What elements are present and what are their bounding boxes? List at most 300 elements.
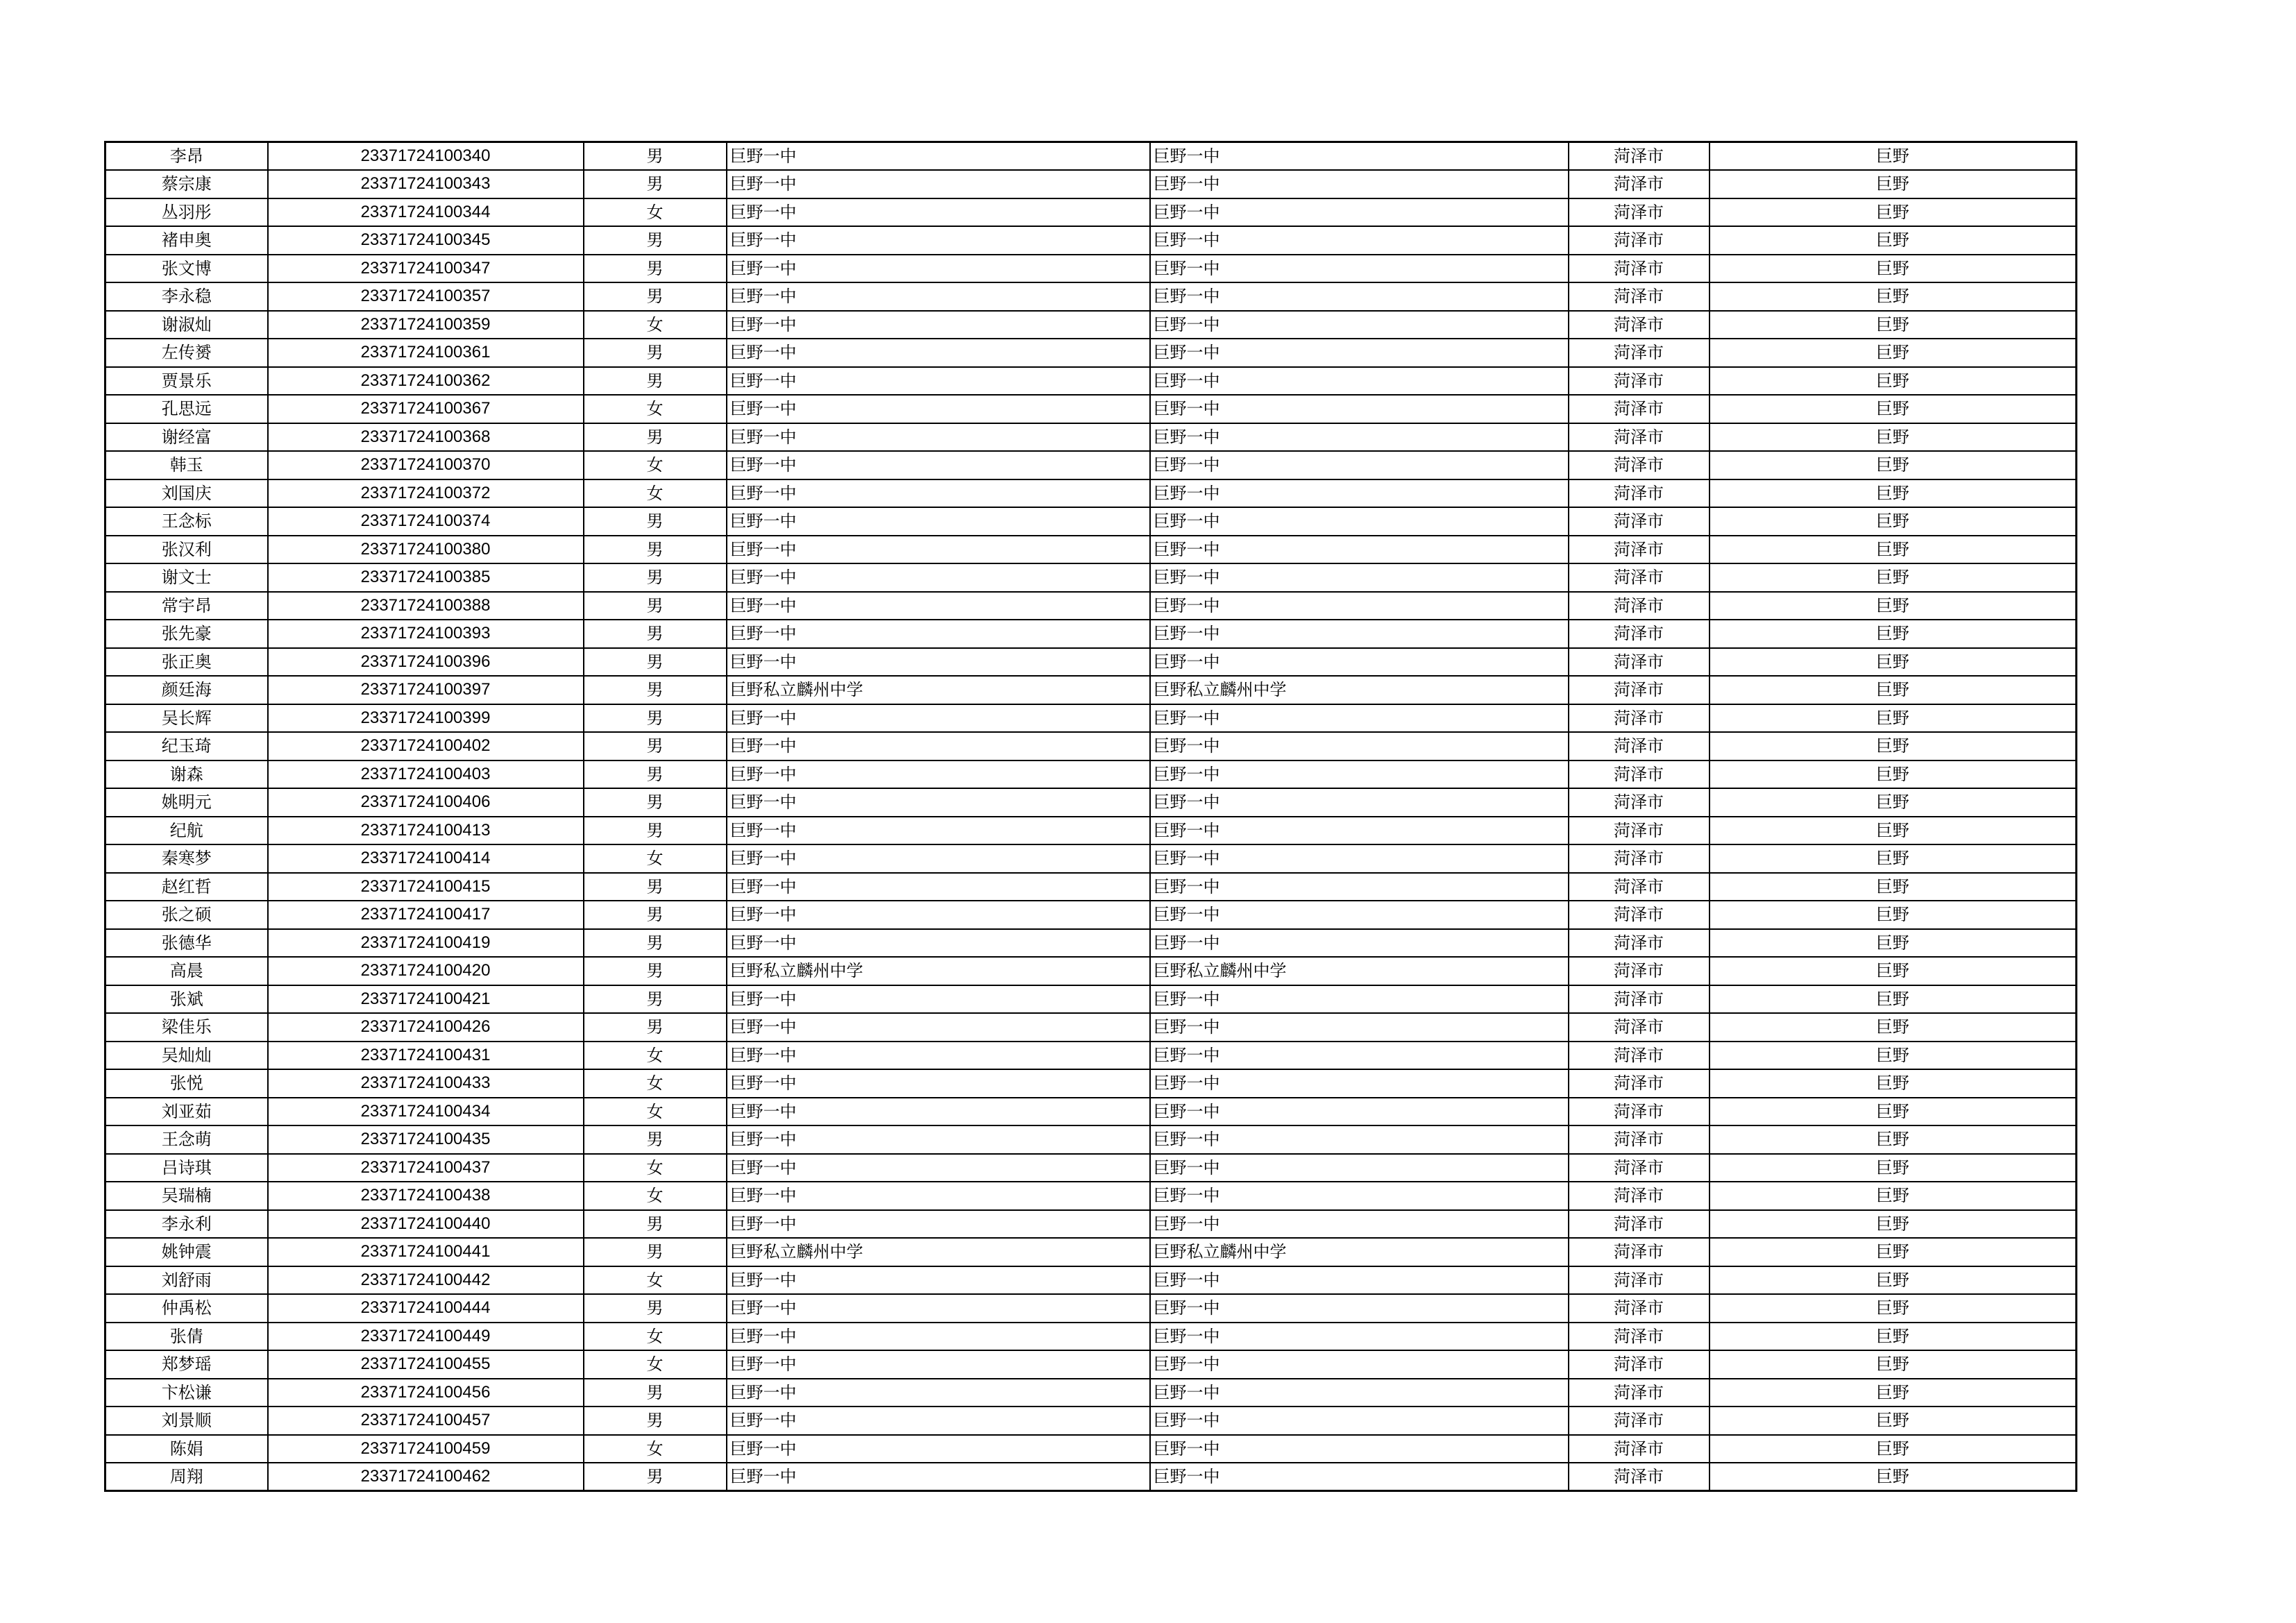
exam-id-cell: 23371724100438 xyxy=(268,1182,584,1210)
county-cell: 巨野 xyxy=(1710,479,2077,508)
school-secondary-cell: 巨野一中 xyxy=(1150,1407,1569,1435)
city-cell: 菏泽市 xyxy=(1569,339,1710,367)
school-secondary-cell: 巨野一中 xyxy=(1150,255,1569,283)
gender-cell: 男 xyxy=(584,760,727,789)
city-cell: 菏泽市 xyxy=(1569,592,1710,620)
school-cell: 巨野一中 xyxy=(727,732,1150,760)
city-cell: 菏泽市 xyxy=(1569,536,1710,564)
school-secondary-cell: 巨野一中 xyxy=(1150,1435,1569,1463)
county-cell: 巨野 xyxy=(1710,1294,2077,1323)
gender-cell: 女 xyxy=(584,198,727,227)
school-cell: 巨野一中 xyxy=(727,1435,1150,1463)
student-name-cell: 颜廷海 xyxy=(105,676,268,704)
gender-cell: 女 xyxy=(584,451,727,479)
gender-cell: 男 xyxy=(584,929,727,958)
county-cell: 巨野 xyxy=(1710,311,2077,339)
school-secondary-cell: 巨野一中 xyxy=(1150,1154,1569,1182)
student-name-cell: 张汉利 xyxy=(105,536,268,564)
county-cell: 巨野 xyxy=(1710,395,2077,423)
table-row xyxy=(105,311,2077,339)
table-row xyxy=(105,563,2077,592)
county-cell: 巨野 xyxy=(1710,198,2077,227)
school-cell: 巨野一中 xyxy=(727,788,1150,817)
school-secondary-cell: 巨野一中 xyxy=(1150,479,1569,508)
county-cell: 巨野 xyxy=(1710,1069,2077,1098)
exam-id-cell: 23371724100431 xyxy=(268,1042,584,1070)
student-name-cell: 李永利 xyxy=(105,1210,268,1239)
exam-id-cell: 23371724100457 xyxy=(268,1407,584,1435)
school-cell: 巨野一中 xyxy=(727,592,1150,620)
student-name-cell: 褚申奥 xyxy=(105,226,268,255)
table-row xyxy=(105,142,2077,171)
school-secondary-cell: 巨野一中 xyxy=(1150,732,1569,760)
school-secondary-cell: 巨野一中 xyxy=(1150,592,1569,620)
city-cell: 菏泽市 xyxy=(1569,1238,1710,1266)
school-cell: 巨野一中 xyxy=(727,507,1150,536)
student-name-cell: 蔡宗康 xyxy=(105,170,268,198)
exam-id-cell: 23371724100340 xyxy=(268,142,584,171)
student-name-cell: 左传赟 xyxy=(105,339,268,367)
school-secondary-cell: 巨野一中 xyxy=(1150,620,1569,648)
school-secondary-cell: 巨野一中 xyxy=(1150,1069,1569,1098)
gender-cell: 男 xyxy=(584,901,727,929)
school-cell: 巨野一中 xyxy=(727,423,1150,452)
student-name-cell: 张正奥 xyxy=(105,648,268,677)
table-row xyxy=(105,367,2077,396)
city-cell: 菏泽市 xyxy=(1569,255,1710,283)
city-cell: 菏泽市 xyxy=(1569,648,1710,677)
school-cell: 巨野一中 xyxy=(727,479,1150,508)
school-cell: 巨野私立麟州中学 xyxy=(727,676,1150,704)
table-row xyxy=(105,1323,2077,1351)
school-cell: 巨野一中 xyxy=(727,367,1150,396)
city-cell: 菏泽市 xyxy=(1569,1069,1710,1098)
student-name-cell: 丛羽彤 xyxy=(105,198,268,227)
school-cell: 巨野一中 xyxy=(727,901,1150,929)
exam-id-cell: 23371724100396 xyxy=(268,648,584,677)
student-name-cell: 卞松谦 xyxy=(105,1379,268,1407)
table-row xyxy=(105,788,2077,817)
school-cell: 巨野一中 xyxy=(727,1407,1150,1435)
exam-id-cell: 23371724100372 xyxy=(268,479,584,508)
gender-cell: 男 xyxy=(584,563,727,592)
city-cell: 菏泽市 xyxy=(1569,704,1710,733)
city-cell: 菏泽市 xyxy=(1569,732,1710,760)
roster-body xyxy=(105,142,2077,1491)
student-name-cell: 李永稳 xyxy=(105,282,268,311)
county-cell: 巨野 xyxy=(1710,1125,2077,1154)
city-cell: 菏泽市 xyxy=(1569,226,1710,255)
student-name-cell: 姚钟震 xyxy=(105,1238,268,1266)
exam-id-cell: 23371724100344 xyxy=(268,198,584,227)
city-cell: 菏泽市 xyxy=(1569,1350,1710,1379)
exam-id-cell: 23371724100434 xyxy=(268,1098,584,1126)
school-cell: 巨野一中 xyxy=(727,620,1150,648)
gender-cell: 女 xyxy=(584,844,727,873)
exam-id-cell: 23371724100426 xyxy=(268,1013,584,1042)
county-cell: 巨野 xyxy=(1710,1098,2077,1126)
school-secondary-cell: 巨野一中 xyxy=(1150,1463,1569,1491)
exam-id-cell: 23371724100380 xyxy=(268,536,584,564)
school-secondary-cell: 巨野一中 xyxy=(1150,648,1569,677)
school-cell: 巨野一中 xyxy=(727,311,1150,339)
exam-id-cell: 23371724100433 xyxy=(268,1069,584,1098)
exam-id-cell: 23371724100415 xyxy=(268,873,584,901)
exam-id-cell: 23371724100374 xyxy=(268,507,584,536)
student-name-cell: 刘国庆 xyxy=(105,479,268,508)
exam-id-cell: 23371724100441 xyxy=(268,1238,584,1266)
table-row xyxy=(105,1350,2077,1379)
gender-cell: 女 xyxy=(584,1098,727,1126)
gender-cell: 男 xyxy=(584,732,727,760)
student-name-cell: 赵红哲 xyxy=(105,873,268,901)
school-secondary-cell: 巨野一中 xyxy=(1150,1182,1569,1210)
gender-cell: 女 xyxy=(584,1042,727,1070)
city-cell: 菏泽市 xyxy=(1569,1210,1710,1239)
gender-cell: 女 xyxy=(584,1435,727,1463)
city-cell: 菏泽市 xyxy=(1569,929,1710,958)
school-cell: 巨野一中 xyxy=(727,1154,1150,1182)
county-cell: 巨野 xyxy=(1710,142,2077,171)
gender-cell: 男 xyxy=(584,423,727,452)
table-row xyxy=(105,1154,2077,1182)
school-cell: 巨野一中 xyxy=(727,170,1150,198)
table-row xyxy=(105,1379,2077,1407)
student-name-cell: 刘亚茹 xyxy=(105,1098,268,1126)
student-name-cell: 谢文士 xyxy=(105,563,268,592)
county-cell: 巨野 xyxy=(1710,1154,2077,1182)
school-secondary-cell: 巨野一中 xyxy=(1150,536,1569,564)
table-row xyxy=(105,873,2077,901)
city-cell: 菏泽市 xyxy=(1569,788,1710,817)
city-cell: 菏泽市 xyxy=(1569,620,1710,648)
gender-cell: 男 xyxy=(584,255,727,283)
exam-id-cell: 23371724100440 xyxy=(268,1210,584,1239)
table-row xyxy=(105,1294,2077,1323)
county-cell: 巨野 xyxy=(1710,620,2077,648)
exam-id-cell: 23371724100449 xyxy=(268,1323,584,1351)
school-cell: 巨野一中 xyxy=(727,1350,1150,1379)
table-row xyxy=(105,1182,2077,1210)
table-row xyxy=(105,957,2077,985)
student-name-cell: 王念萌 xyxy=(105,1125,268,1154)
city-cell: 菏泽市 xyxy=(1569,142,1710,171)
student-name-cell: 吴长辉 xyxy=(105,704,268,733)
county-cell: 巨野 xyxy=(1710,1182,2077,1210)
student-name-cell: 张德华 xyxy=(105,929,268,958)
county-cell: 巨野 xyxy=(1710,760,2077,789)
school-cell: 巨野一中 xyxy=(727,1098,1150,1126)
city-cell: 菏泽市 xyxy=(1569,423,1710,452)
school-secondary-cell: 巨野一中 xyxy=(1150,198,1569,227)
gender-cell: 男 xyxy=(584,1294,727,1323)
school-cell: 巨野一中 xyxy=(727,873,1150,901)
county-cell: 巨野 xyxy=(1710,170,2077,198)
exam-id-cell: 23371724100417 xyxy=(268,901,584,929)
gender-cell: 男 xyxy=(584,704,727,733)
student-name-cell: 谢经富 xyxy=(105,423,268,452)
school-secondary-cell: 巨野一中 xyxy=(1150,1294,1569,1323)
student-name-cell: 张悦 xyxy=(105,1069,268,1098)
exam-id-cell: 23371724100361 xyxy=(268,339,584,367)
school-secondary-cell: 巨野一中 xyxy=(1150,929,1569,958)
city-cell: 菏泽市 xyxy=(1569,563,1710,592)
table-row xyxy=(105,1013,2077,1042)
city-cell: 菏泽市 xyxy=(1569,311,1710,339)
city-cell: 菏泽市 xyxy=(1569,282,1710,311)
school-cell: 巨野一中 xyxy=(727,1042,1150,1070)
table-row xyxy=(105,339,2077,367)
student-name-cell: 吴瑞楠 xyxy=(105,1182,268,1210)
exam-id-cell: 23371724100393 xyxy=(268,620,584,648)
gender-cell: 男 xyxy=(584,1407,727,1435)
table-row xyxy=(105,170,2077,198)
table-row xyxy=(105,226,2077,255)
school-cell: 巨野一中 xyxy=(727,1379,1150,1407)
school-cell: 巨野一中 xyxy=(727,1182,1150,1210)
city-cell: 菏泽市 xyxy=(1569,957,1710,985)
school-secondary-cell: 巨野一中 xyxy=(1150,1098,1569,1126)
school-secondary-cell: 巨野一中 xyxy=(1150,1210,1569,1239)
gender-cell: 女 xyxy=(584,1069,727,1098)
student-name-cell: 陈娟 xyxy=(105,1435,268,1463)
city-cell: 菏泽市 xyxy=(1569,985,1710,1014)
exam-id-cell: 23371724100462 xyxy=(268,1463,584,1491)
table-row xyxy=(105,1407,2077,1435)
school-secondary-cell: 巨野一中 xyxy=(1150,1125,1569,1154)
exam-id-cell: 23371724100413 xyxy=(268,817,584,845)
school-secondary-cell: 巨野一中 xyxy=(1150,1266,1569,1295)
city-cell: 菏泽市 xyxy=(1569,1266,1710,1295)
school-secondary-cell: 巨野一中 xyxy=(1150,311,1569,339)
school-cell: 巨野一中 xyxy=(727,142,1150,171)
student-name-cell: 李昂 xyxy=(105,142,268,171)
table-row xyxy=(105,198,2077,227)
county-cell: 巨野 xyxy=(1710,1379,2077,1407)
gender-cell: 女 xyxy=(584,1350,727,1379)
city-cell: 菏泽市 xyxy=(1569,1182,1710,1210)
student-name-cell: 常宇昂 xyxy=(105,592,268,620)
school-secondary-cell: 巨野一中 xyxy=(1150,226,1569,255)
exam-id-cell: 23371724100455 xyxy=(268,1350,584,1379)
student-name-cell: 谢森 xyxy=(105,760,268,789)
city-cell: 菏泽市 xyxy=(1569,1154,1710,1182)
exam-id-cell: 23371724100402 xyxy=(268,732,584,760)
table-row xyxy=(105,255,2077,283)
city-cell: 菏泽市 xyxy=(1569,760,1710,789)
school-secondary-cell: 巨野一中 xyxy=(1150,507,1569,536)
exam-id-cell: 23371724100442 xyxy=(268,1266,584,1295)
school-secondary-cell: 巨野一中 xyxy=(1150,844,1569,873)
exam-id-cell: 23371724100459 xyxy=(268,1435,584,1463)
gender-cell: 男 xyxy=(584,367,727,396)
exam-id-cell: 23371724100388 xyxy=(268,592,584,620)
school-cell: 巨野一中 xyxy=(727,563,1150,592)
exam-id-cell: 23371724100347 xyxy=(268,255,584,283)
city-cell: 菏泽市 xyxy=(1569,1463,1710,1491)
school-cell: 巨野私立麟州中学 xyxy=(727,957,1150,985)
table-row xyxy=(105,1435,2077,1463)
city-cell: 菏泽市 xyxy=(1569,507,1710,536)
exam-id-cell: 23371724100437 xyxy=(268,1154,584,1182)
table-row xyxy=(105,423,2077,452)
school-secondary-cell: 巨野一中 xyxy=(1150,423,1569,452)
school-secondary-cell: 巨野一中 xyxy=(1150,142,1569,171)
county-cell: 巨野 xyxy=(1710,957,2077,985)
gender-cell: 男 xyxy=(584,985,727,1014)
gender-cell: 女 xyxy=(584,1266,727,1295)
school-cell: 巨野一中 xyxy=(727,844,1150,873)
student-name-cell: 高晨 xyxy=(105,957,268,985)
school-cell: 巨野一中 xyxy=(727,817,1150,845)
county-cell: 巨野 xyxy=(1710,1210,2077,1239)
school-secondary-cell: 巨野一中 xyxy=(1150,451,1569,479)
city-cell: 菏泽市 xyxy=(1569,1125,1710,1154)
gender-cell: 男 xyxy=(584,1013,727,1042)
county-cell: 巨野 xyxy=(1710,1350,2077,1379)
county-cell: 巨野 xyxy=(1710,1266,2077,1295)
exam-id-cell: 23371724100345 xyxy=(268,226,584,255)
county-cell: 巨野 xyxy=(1710,507,2077,536)
county-cell: 巨野 xyxy=(1710,676,2077,704)
exam-id-cell: 23371724100435 xyxy=(268,1125,584,1154)
student-name-cell: 纪玉琦 xyxy=(105,732,268,760)
county-cell: 巨野 xyxy=(1710,901,2077,929)
student-name-cell: 梁佳乐 xyxy=(105,1013,268,1042)
school-cell: 巨野一中 xyxy=(727,1069,1150,1098)
school-cell: 巨野私立麟州中学 xyxy=(727,1238,1150,1266)
school-cell: 巨野一中 xyxy=(727,1323,1150,1351)
school-cell: 巨野一中 xyxy=(727,339,1150,367)
student-name-cell: 吕诗琪 xyxy=(105,1154,268,1182)
city-cell: 菏泽市 xyxy=(1569,395,1710,423)
school-cell: 巨野一中 xyxy=(727,226,1150,255)
county-cell: 巨野 xyxy=(1710,704,2077,733)
gender-cell: 男 xyxy=(584,873,727,901)
gender-cell: 男 xyxy=(584,676,727,704)
student-name-cell: 秦寒梦 xyxy=(105,844,268,873)
student-name-cell: 纪航 xyxy=(105,817,268,845)
table-row xyxy=(105,732,2077,760)
school-secondary-cell: 巨野一中 xyxy=(1150,367,1569,396)
gender-cell: 女 xyxy=(584,1323,727,1351)
exam-id-cell: 23371724100357 xyxy=(268,282,584,311)
student-name-cell: 张之硕 xyxy=(105,901,268,929)
gender-cell: 男 xyxy=(584,142,727,171)
table-row xyxy=(105,395,2077,423)
table-row xyxy=(105,844,2077,873)
school-cell: 巨野一中 xyxy=(727,1463,1150,1491)
gender-cell: 男 xyxy=(584,170,727,198)
table-row xyxy=(105,1125,2077,1154)
table-row xyxy=(105,479,2077,508)
county-cell: 巨野 xyxy=(1710,255,2077,283)
gender-cell: 男 xyxy=(584,957,727,985)
table-row xyxy=(105,676,2077,704)
gender-cell: 女 xyxy=(584,1154,727,1182)
student-name-cell: 刘景顺 xyxy=(105,1407,268,1435)
gender-cell: 女 xyxy=(584,311,727,339)
school-secondary-cell: 巨野私立麟州中学 xyxy=(1150,676,1569,704)
student-name-cell: 贾景乐 xyxy=(105,367,268,396)
student-name-cell: 姚明元 xyxy=(105,788,268,817)
county-cell: 巨野 xyxy=(1710,1238,2077,1266)
gender-cell: 男 xyxy=(584,226,727,255)
table-row xyxy=(105,929,2077,958)
table-row xyxy=(105,901,2077,929)
school-secondary-cell: 巨野一中 xyxy=(1150,339,1569,367)
table-row xyxy=(105,536,2077,564)
county-cell: 巨野 xyxy=(1710,732,2077,760)
table-row xyxy=(105,620,2077,648)
school-cell: 巨野一中 xyxy=(727,395,1150,423)
school-secondary-cell: 巨野一中 xyxy=(1150,1323,1569,1351)
exam-id-cell: 23371724100399 xyxy=(268,704,584,733)
county-cell: 巨野 xyxy=(1710,817,2077,845)
city-cell: 菏泽市 xyxy=(1569,367,1710,396)
student-name-cell: 孔思远 xyxy=(105,395,268,423)
gender-cell: 男 xyxy=(584,282,727,311)
city-cell: 菏泽市 xyxy=(1569,676,1710,704)
student-name-cell: 仲禹松 xyxy=(105,1294,268,1323)
table-row xyxy=(105,1238,2077,1266)
city-cell: 菏泽市 xyxy=(1569,844,1710,873)
exam-id-cell: 23371724100343 xyxy=(268,170,584,198)
school-cell: 巨野一中 xyxy=(727,985,1150,1014)
exam-id-cell: 23371724100359 xyxy=(268,311,584,339)
city-cell: 菏泽市 xyxy=(1569,1407,1710,1435)
school-cell: 巨野一中 xyxy=(727,255,1150,283)
school-secondary-cell: 巨野一中 xyxy=(1150,563,1569,592)
exam-id-cell: 23371724100385 xyxy=(268,563,584,592)
exam-id-cell: 23371724100368 xyxy=(268,423,584,452)
exam-id-cell: 23371724100370 xyxy=(268,451,584,479)
exam-id-cell: 23371724100420 xyxy=(268,957,584,985)
county-cell: 巨野 xyxy=(1710,592,2077,620)
table-row xyxy=(105,1069,2077,1098)
county-cell: 巨野 xyxy=(1710,339,2077,367)
school-secondary-cell: 巨野一中 xyxy=(1150,170,1569,198)
city-cell: 菏泽市 xyxy=(1569,873,1710,901)
gender-cell: 女 xyxy=(584,1182,727,1210)
gender-cell: 男 xyxy=(584,788,727,817)
school-cell: 巨野一中 xyxy=(727,704,1150,733)
city-cell: 菏泽市 xyxy=(1569,1294,1710,1323)
city-cell: 菏泽市 xyxy=(1569,1323,1710,1351)
school-secondary-cell: 巨野一中 xyxy=(1150,395,1569,423)
city-cell: 菏泽市 xyxy=(1569,1435,1710,1463)
city-cell: 菏泽市 xyxy=(1569,1013,1710,1042)
school-cell: 巨野一中 xyxy=(727,536,1150,564)
county-cell: 巨野 xyxy=(1710,648,2077,677)
city-cell: 菏泽市 xyxy=(1569,479,1710,508)
student-name-cell: 张文博 xyxy=(105,255,268,283)
student-name-cell: 王念标 xyxy=(105,507,268,536)
exam-id-cell: 23371724100362 xyxy=(268,367,584,396)
student-name-cell: 谢淑灿 xyxy=(105,311,268,339)
school-secondary-cell: 巨野私立麟州中学 xyxy=(1150,957,1569,985)
school-secondary-cell: 巨野一中 xyxy=(1150,704,1569,733)
school-cell: 巨野一中 xyxy=(727,451,1150,479)
school-secondary-cell: 巨野一中 xyxy=(1150,985,1569,1014)
table-row xyxy=(105,507,2077,536)
school-secondary-cell: 巨野一中 xyxy=(1150,1379,1569,1407)
county-cell: 巨野 xyxy=(1710,1463,2077,1491)
student-name-cell: 韩玉 xyxy=(105,451,268,479)
school-cell: 巨野一中 xyxy=(727,198,1150,227)
student-name-cell: 吴灿灿 xyxy=(105,1042,268,1070)
city-cell: 菏泽市 xyxy=(1569,1379,1710,1407)
